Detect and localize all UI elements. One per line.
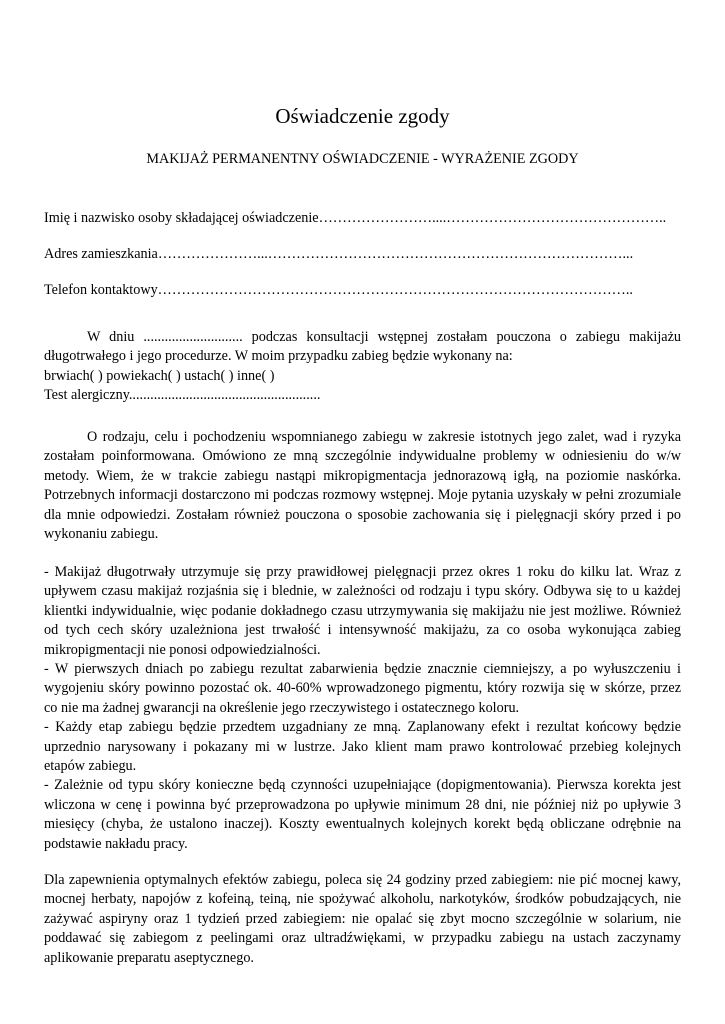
- condition-item: - Zależnie od typu skóry konieczne będą czynności uzupełniające (dopigmentowania). Pierwsza korekta jest wliczona w cenę i powinna być przeprowadzona po upływie minimum 28 dni, nie później niż po upływie 3 miesięcy (chyba, że ustalono inaczej). Koszty ewentualnych kolejnych korekt będą obliczane odrębnie na podstawie nakładu pracy.: [44, 777, 681, 852]
- condition-item: - W pierwszych dniach po zabiegu rezultat zabarwienia będzie znacznie ciemniejszy, a po wyłuszczeniu i wygojeniu skóry powinno pozostać ok. 40-60% wprowadzonego pigmentu, który rozwija się w skórze, przez co nie ma żadnej gwarancji na określenie jego rzeczywistego i ostatecznego koloru.: [44, 661, 681, 716]
- allergy-test-line: Test alergiczny......................................................: [44, 387, 321, 404]
- preparation-paragraph: Dla zapewnienia optymalnych efektów zabiegu, poleca się 24 godziny przed zabiegiem: nie pić mocnej kawy, mocnej herbaty, napojów z kofeiną, teiną, nie spożywać alkoholu, narkotyków, środków pobudzających, nie zażywać aspiryny oraz 1 tydzień przed zabiegiem: nie opalać się zbyt mocno szczególnie w solarium, nie poddawać się zabiegom z peelingami oraz ultradźwiękami, w przypadku zabiegu na ustach zaczynamy aplikowanie preparatu aseptycznego.: [44, 872, 681, 966]
- conditions-list: [44, 563, 681, 854]
- condition-item: - Każdy etap zabiegu będzie przedtem uzgadniany ze mną. Zaplanowany efekt i rezultat końcowy będzie uprzednio narysowany i pokazany mi w lustrze. Jako klient mam prawo kontrolować przebieg kolejnych etapów zabiegu.: [44, 719, 681, 775]
- document-subtitle: MAKIJAŻ PERMANENTNY OŚWIADCZENIE - WYRAŻENIE ZGODY: [146, 151, 579, 167]
- consultation-statement: W dniu ............................ podczas konsultacji wstępnej zostałam pouczona o zabiegu makijażu długotrwałego i jego procedurze. W moim przypadku zabieg będzie wykonany na:: [44, 329, 681, 365]
- information-section: [44, 428, 681, 544]
- preparation-section: [44, 871, 681, 968]
- phone-field-line: Telefon kontaktowy………………………………………………………………………………………..: [44, 282, 633, 298]
- information-paragraph: O rodzaju, celu i pochodzeniu wspomnianego zabiegu w zakresie istotnych jego zalet, wad i ryzyka zostałam poinformowana. Omówiono ze mną szczególnie indywidualne problemy w odniesieniu do w/w metody. Wiem, że w trakcie zabiegu nastąpi mikropigmentacja jednorazową igłą, na poziomie naskórka. Potrzebnych informacji dostarczono mi podczas rozmowy wstępnej. Moje pytania uzyskały w pełni zrozumiale dla mnie odpowiedzi. Zostałam również pouczona o sposobie zachowania się i pielęgnacji skóry przed i po wykonaniu zabiegu.: [44, 429, 681, 543]
- treatment-area-options: brwiach( ) powiekach( ) ustach( ) inne( ): [44, 367, 275, 384]
- name-field-line: Imię i nazwisko osoby składającej oświadczenie……………………....………………………………………..: [44, 210, 667, 226]
- document-title: Oświadczenie zgody: [275, 104, 450, 128]
- condition-item: - Makijaż długotrwały utrzymuje się przy prawidłowej pielęgnacji przez okres 1 roku do kilku lat. Wraz z upływem czasu makijaż rozjaśnia się i blednie, w zależności od rodzaju i typu skóry. Odbywa się to u każdej klientki indywidualnie, więc podanie dokładnego czasu utrzymywania się makijażu nie jest możliwe. Również od tych cech skóry uzależniona jest trwałość i intensywność makijażu, za co osoba wykonująca zabieg mikropigmentacji nie ponosi odpowiedzialności.: [44, 564, 681, 658]
- address-field-line: Adres zamieszkania…………………...…………………………………………………………………...: [44, 246, 634, 262]
- consultation-section: [44, 328, 681, 406]
